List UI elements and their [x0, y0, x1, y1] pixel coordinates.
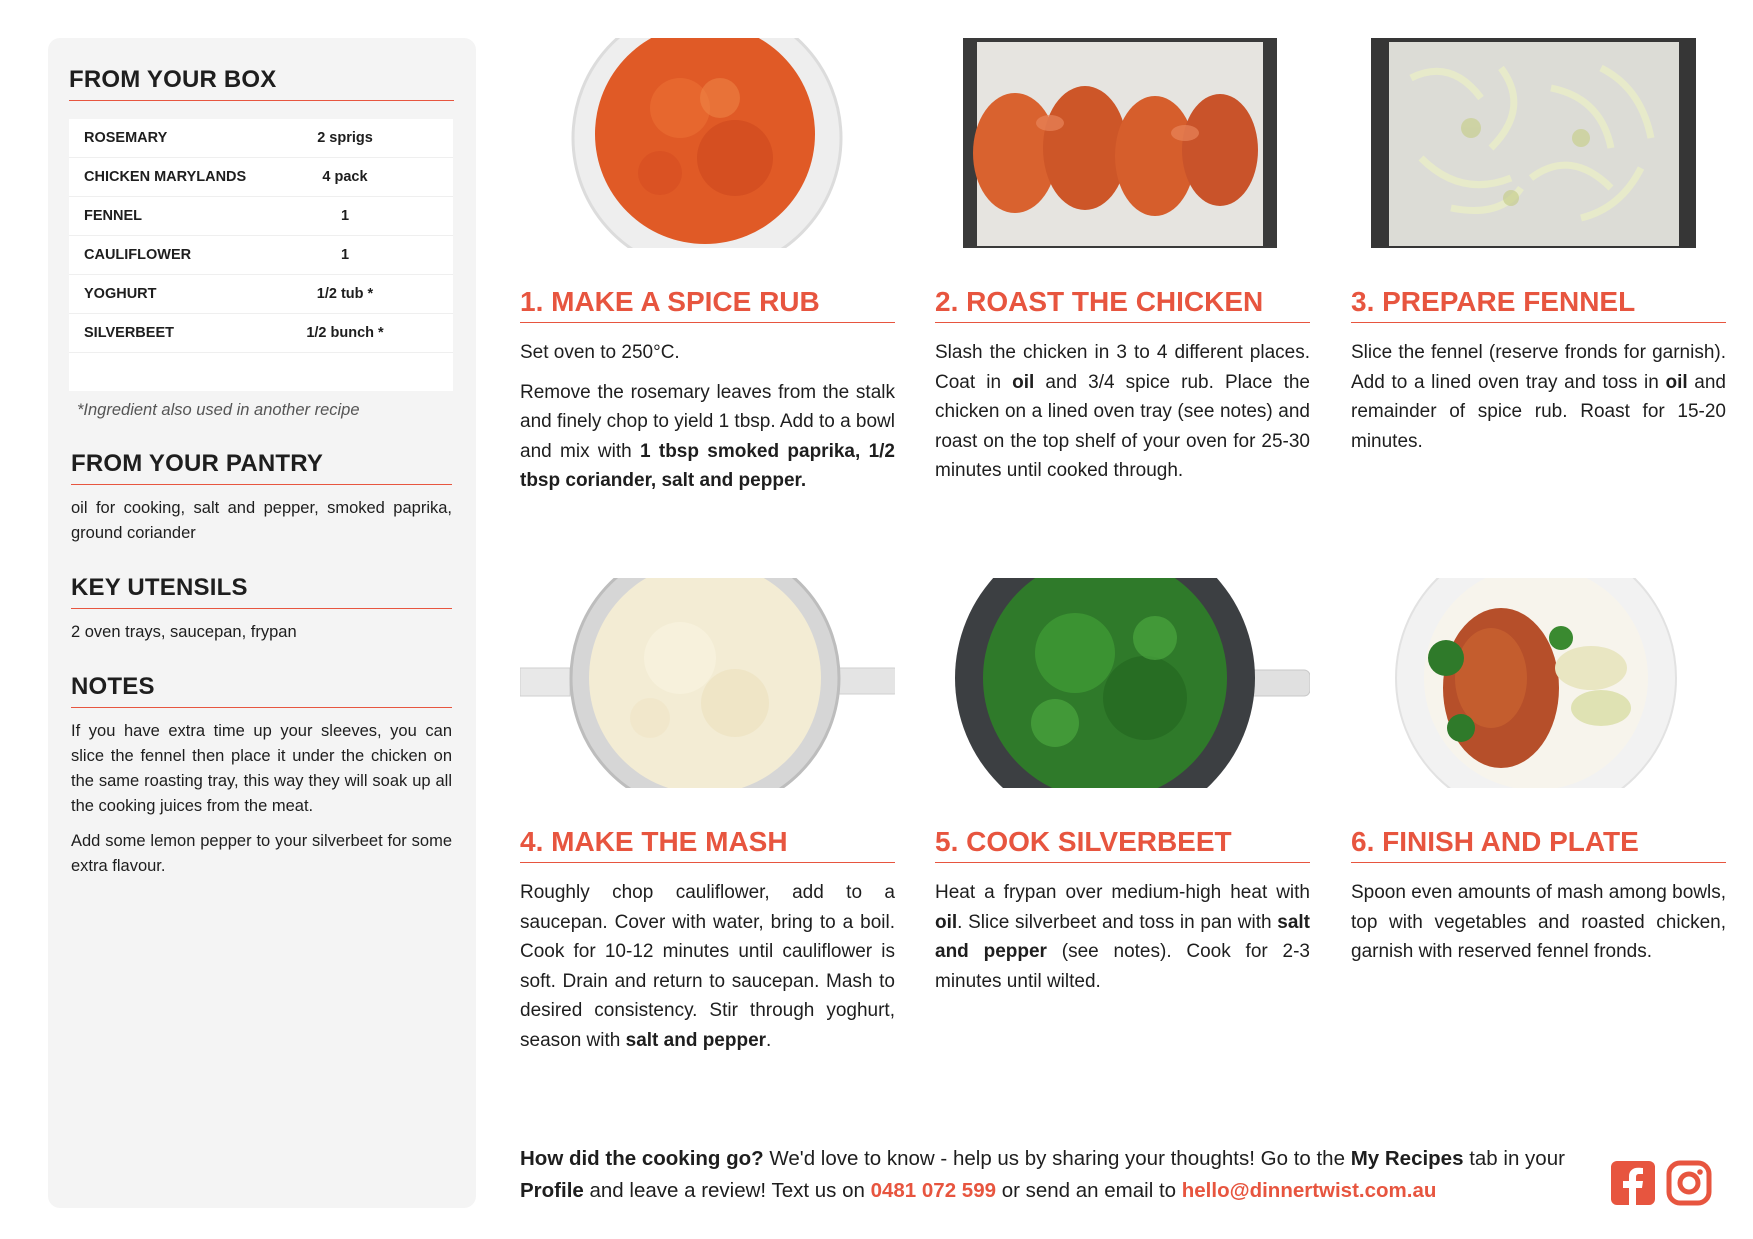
utensils-text: 2 oven trays, saucepan, frypan: [71, 623, 297, 641]
ingredient-name: ROSEMARY: [84, 130, 168, 146]
step-body: [1351, 338, 1726, 466]
step-1: [520, 38, 895, 491]
ingredient-footnote: *Ingredient also used in another recipe: [77, 401, 360, 419]
step-text: Slice the fennel (reserve fronds for garnish). Add to a lined oven tray and toss in oil and remainder of spice rub. Roast for 15-20 minutes.: [1351, 342, 1726, 452]
from-your-box-title: FROM YOUR BOX: [69, 66, 454, 101]
my-recipes-link[interactable]: My Recipes: [1350, 1147, 1464, 1170]
ingredient-row-empty: [69, 353, 453, 391]
ingredient-name: FENNEL: [84, 208, 142, 224]
ingredient-name: SILVERBEET: [84, 325, 174, 341]
step-body: [935, 338, 1310, 496]
email-link[interactable]: hello@dinnertwist.com.au: [1181, 1179, 1437, 1202]
phone-link[interactable]: 0481 072 599: [870, 1179, 996, 1202]
step-body: [935, 878, 1310, 1006]
chicken-on-tray-photo: [935, 38, 1310, 248]
step-body: [1351, 878, 1726, 977]
profile-link[interactable]: Profile: [520, 1179, 584, 1202]
ingredient-row: [69, 236, 453, 275]
instagram-icon[interactable]: [1666, 1160, 1712, 1206]
sidebar: [48, 38, 476, 1208]
step-text: Roughly chop cauliflower, add to a saucepan. Cover with water, bring to a boil. Cook for 10-12 minutes until cauliflower is soft. Drain and return to saucepan. Mash to desired consistency. Stir through yoghurt, season with salt and pepper.: [520, 882, 895, 1051]
spice-rub-bowl-photo: [520, 38, 895, 248]
ingredient-row: [69, 197, 453, 236]
ingredient-qty: 1/2 tub *: [316, 286, 374, 302]
pantry-title: FROM YOUR PANTRY: [71, 450, 452, 485]
notes-section: [69, 673, 454, 879]
silverbeet-frypan-photo: [935, 578, 1310, 788]
step-text: Set oven to 250°C.: [520, 342, 680, 363]
step-title: 3. PREPARE FENNEL: [1351, 286, 1726, 323]
step-title: 6. FINISH AND PLATE: [1351, 826, 1726, 863]
ingredient-qty: 2 sprigs: [317, 130, 373, 146]
ingredient-name: CHICKEN MARYLANDS: [84, 169, 247, 185]
step-body: [520, 878, 895, 1065]
facebook-icon[interactable]: [1610, 1160, 1656, 1206]
feedback-footer: How did the cooking go? We'd love to know - help us by sharing your thoughts! Go to the My Recipes tab in your Profile and leave a review! Text us on 0481 072 599 or send an email to hello@dinnertwist.com.au: [520, 1147, 1565, 1202]
step-title: 2. ROAST THE CHICKEN: [935, 286, 1310, 323]
utensils-section: [69, 574, 454, 645]
ingredient-row: [69, 158, 453, 197]
ingredient-qty: 1/2 bunch *: [306, 325, 384, 341]
step-title: 4. MAKE THE MASH: [520, 826, 895, 863]
step-title: 1. MAKE A SPICE RUB: [520, 286, 895, 323]
step-4: [520, 578, 895, 1051]
notes-paragraph: Add some lemon pepper to your silverbeet for some extra flavour.: [71, 832, 452, 875]
ingredient-row: [69, 314, 453, 353]
ingredient-row: [69, 275, 453, 314]
utensils-title: KEY UTENSILS: [71, 574, 452, 609]
footer-question: How did the cooking go?: [520, 1147, 764, 1170]
step-body: [520, 338, 895, 506]
ingredient-name: CAULIFLOWER: [84, 247, 192, 263]
ingredients-table: [69, 119, 453, 391]
pantry-section: [69, 450, 454, 546]
notes-title: NOTES: [71, 673, 452, 708]
mash-saucepan-photo: [520, 578, 895, 788]
ingredient-qty: 4 pack: [322, 169, 368, 185]
ingredient-qty: 1: [340, 247, 350, 263]
step-3: [1351, 38, 1726, 452]
step-text: Heat a frypan over medium-high heat with oil. Slice silverbeet and toss in pan with salt and pepper (see notes). Cook for 2-3 minutes until wilted.: [935, 882, 1310, 992]
step-5: [935, 578, 1310, 992]
step-title: 5. COOK SILVERBEET: [935, 826, 1310, 863]
step-text: Slash the chicken in 3 to 4 different places. Coat in oil and 3/4 spice rub. Place the chicken on a lined oven tray (see notes) and roast on the top shelf of your oven for 25-30 minutes until cooked through.: [935, 342, 1310, 481]
pantry-text: oil for cooking, salt and pepper, smoked paprika, ground coriander: [71, 499, 452, 542]
notes-paragraph: If you have extra time up your sleeves, you can slice the fennel then place it under the chicken on the same roasting tray, this way they will soak up all the cooking juices from the meat.: [71, 722, 452, 815]
step-6: [1351, 578, 1726, 962]
plated-dish-photo: [1351, 578, 1726, 788]
step-text: Spoon even amounts of mash among bowls, top with vegetables and roasted chicken, garnish with reserved fennel fronds.: [1351, 882, 1726, 962]
ingredient-row: [69, 119, 453, 158]
step-text: Remove the rosemary leaves from the stalk and finely chop to yield 1 tbsp. Add to a bowl and mix with 1 tbsp smoked paprika, 1/2 tbsp coriander, salt and pepper.: [520, 381, 895, 491]
fennel-on-tray-photo: [1351, 38, 1726, 248]
step-2: [935, 38, 1310, 481]
ingredient-name: YOGHURT: [84, 286, 157, 302]
ingredient-qty: 1: [340, 208, 350, 224]
